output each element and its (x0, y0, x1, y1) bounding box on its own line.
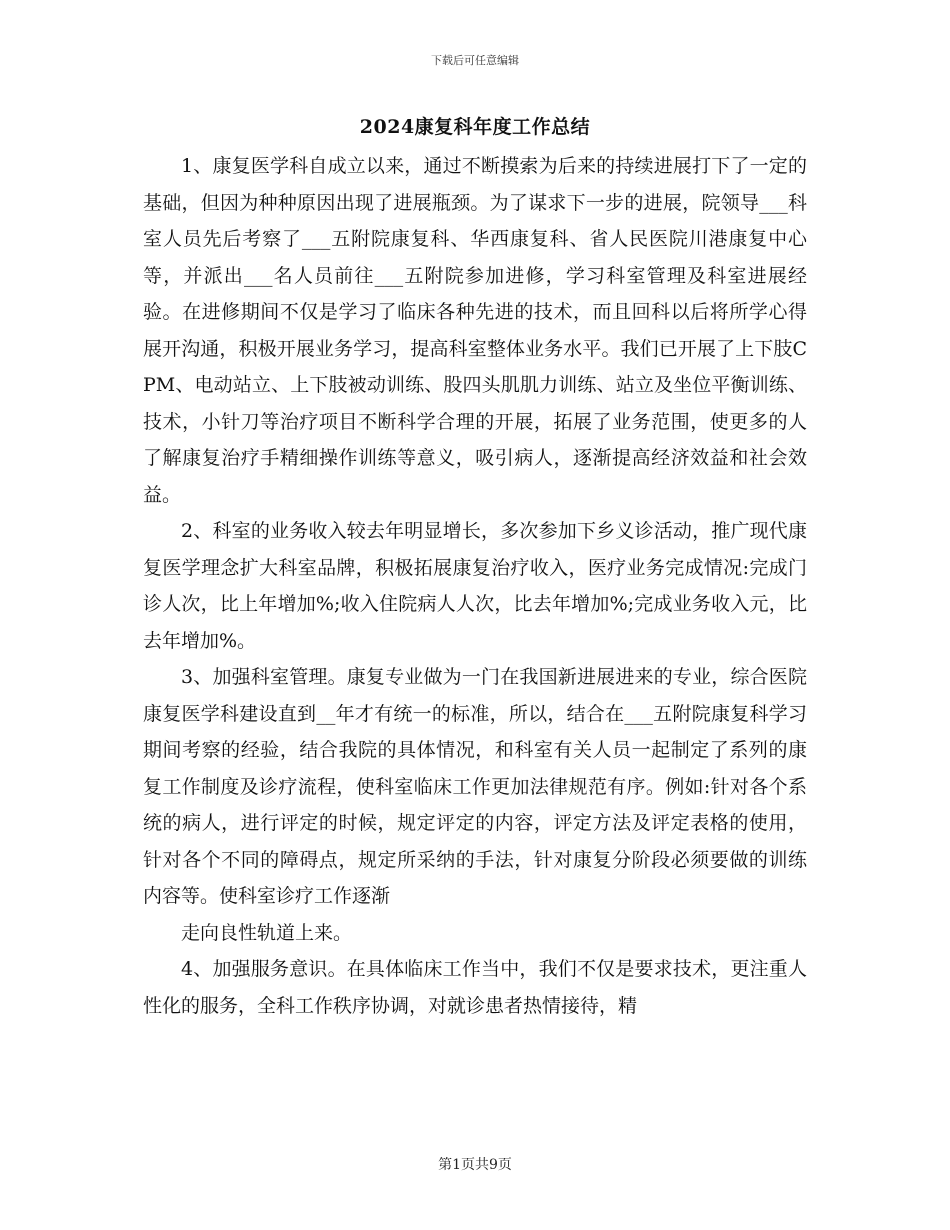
paragraph-1: 1、康复医学科自成立以来，通过不断摸索为后来的持续进展打下了一定的基础，但因为种种原因出现了进展瓶颈。为了谋求下一步的进展，院领导___科室人员先后考察了___五附院康复科、华西康复科、省人民医院川港康复中心等，并派出___名人员前往___五附院参加进修，学习科室管理及科室进展经验。在进修期间不仅是学习了临床各种先进的技术，而且回科以后将所学心得展开沟通，积极开展业务学习，提高科室整体业务水平。我们已开展了上下肢CPM、电动站立、上下肢被动训练、股四头肌肌力训练、站立及坐位平衡训练、技术，小针刀等治疗项目不断科学合理的开展，拓展了业务范围，使更多的人了解康复治疗手精细操作训练等意义，吸引病人，逐渐提高经济效益和社会效益。 (143, 155, 807, 506)
page-header-note: 下载后可任意编辑 (431, 54, 519, 67)
paragraph-3-continuation: 走向良性轨道上来。 (181, 921, 353, 944)
document-body (143, 148, 807, 1024)
paragraph-2: 2、科室的业务收入较去年明显增长，多次参加下乡义诊活动，推广现代康复医学理念扩大科室品牌，积极拓展康复治疗收入，医疗业务完成情况:完成门诊人次，比上年增加%;收入住院病人人次，比去年增加%;完成业务收入元，比去年增加%。 (143, 520, 807, 652)
paragraph-4: 4、加强服务意识。在具体临床工作当中，我们不仅是要求技术，更注重人性化的服务，全科工作秩序协调，对就诊患者热情接待，精 (143, 958, 807, 1017)
paragraph-3: 3、加强科室管理。康复专业做为一门在我国新进展进来的专业，综合医院康复医学科建设直到__年才有统一的标准，所以，结合在___五附院康复科学习期间考察的经验，结合我院的具体情况，和科室有关人员一起制定了系列的康复工作制度及诊疗流程，使科室临床工作更加法律规范有序。例如:针对各个系统的病人，进行评定的时候，规定评定的内容，评定方法及评定表格的使用，针对各个不同的障碍点，规定所采纳的手法，针对康复分阶段必须要做的训练内容等。使科室诊疗工作逐渐 (143, 666, 807, 907)
page-number: 第1页共9页 (438, 1157, 512, 1173)
document-title: 2024康复科年度工作总结 (359, 116, 591, 138)
